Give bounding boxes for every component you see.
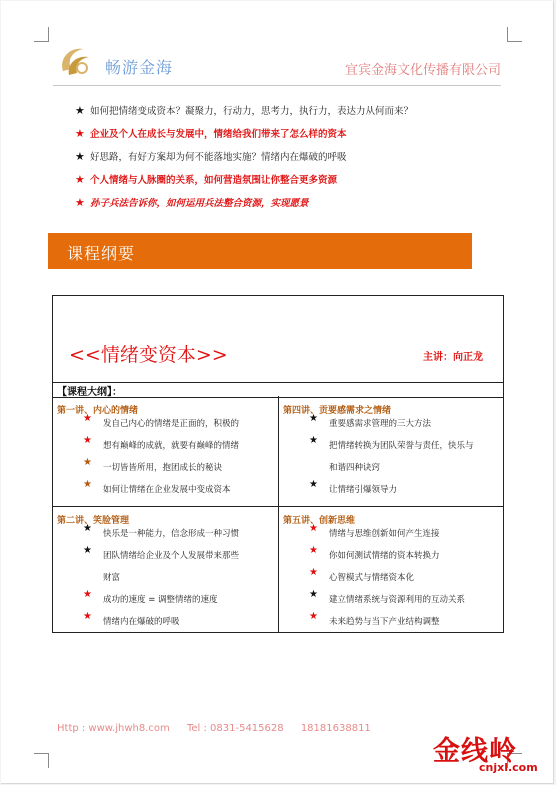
lecture-heading: 第四讲、贡要感需求之情绪 xyxy=(283,406,392,416)
list-item xyxy=(75,128,515,151)
crop-mark-bl xyxy=(34,753,49,768)
company-name: 宜宾金海文化传播有限公司 xyxy=(344,63,501,78)
course-title-row xyxy=(53,296,503,382)
watermark-domain: cnjxl.com xyxy=(479,761,538,774)
star-bullet-icon: ★ xyxy=(309,567,318,578)
star-bullet-icon: ★ xyxy=(75,150,85,163)
list-item xyxy=(75,174,515,197)
lecture-cell-4: 第四讲、贡要感需求之情绪 ★ 重要感需求管理的三大方法 ★ 把情绪转换为团队荣誉与责任，快乐与 和谐四种诀窍 ★ 让情绪引爆领导力 xyxy=(279,397,504,506)
footer-tel: Tel : 0831-5415628 xyxy=(186,723,284,734)
star-bullet-icon: ★ xyxy=(75,127,85,140)
bullet-text: 企业及个人在成长与发展中，情绪给我们带来了怎么样的资本 xyxy=(90,129,347,140)
star-bullet-icon: ★ xyxy=(309,589,318,600)
outline-label: 【课程大纲】： xyxy=(57,387,122,398)
star-bullet-icon: ★ xyxy=(83,435,92,446)
star-bullet-icon: ★ xyxy=(75,104,85,117)
page-footer xyxy=(57,723,385,734)
course-outline-table xyxy=(52,295,504,633)
star-bullet-icon: ★ xyxy=(309,435,318,446)
star-bullet-icon: ★ xyxy=(309,479,318,490)
course-title: <<情绪变资本>> xyxy=(69,344,228,366)
star-bullet-icon: ★ xyxy=(83,545,92,556)
star-bullet-icon: ★ xyxy=(83,457,92,468)
star-bullet-icon: ★ xyxy=(309,413,318,424)
crop-mark-tr xyxy=(507,27,522,42)
lecture-cell-2: 第二讲、笑脸管理 ★ 快乐是一种能力，信念形成一种习惯 ★ 团队情绪给企业及个人发展带来那些 财富 ★ 成功的速度 = 调整情绪的速度 ★ 情绪内在爆破的呼吸 xyxy=(53,507,278,632)
lecturer-name: 主讲：向正龙 xyxy=(423,352,483,363)
list-item xyxy=(75,151,515,174)
page-header xyxy=(53,41,501,86)
watermark-stamp xyxy=(433,729,551,779)
star-bullet-icon: ★ xyxy=(75,196,85,209)
star-bullet-icon: ★ xyxy=(75,173,85,186)
list-item xyxy=(75,105,515,128)
star-bullet-icon: ★ xyxy=(309,523,318,534)
section-title: 课程纲要 xyxy=(67,244,136,263)
lecture-heading: 第一讲、内心的情绪 xyxy=(57,406,139,416)
star-bullet-icon: ★ xyxy=(83,479,92,490)
footer-mobile: 18181638811 xyxy=(300,723,371,734)
document-page xyxy=(1,1,554,784)
crop-mark-tl xyxy=(34,27,49,42)
bullet-text: 如何把情绪变成资本？凝聚力，行动力，思考力，执行力，表达力从何而来？ xyxy=(90,106,414,117)
intro-bullet-list xyxy=(75,105,515,220)
star-bullet-icon: ★ xyxy=(83,523,92,534)
footer-website: Http : www.jhwh8.com xyxy=(57,723,170,734)
star-bullet-icon: ★ xyxy=(83,589,92,600)
lecture-cell-1: 第一讲、内心的情绪 ★ 发自己内心的情绪是正面的，积极的 ★ 想有巅峰的成就，就要有巅峰的情绪 ★ 一切皆皆所用，抱团成长的秘诀 ★ 如何让情绪在企业发展中变成资本 xyxy=(53,397,278,506)
section-banner xyxy=(48,233,472,269)
watermark-logo: 金线岭 xyxy=(433,736,517,767)
star-bullet-icon: ★ xyxy=(309,611,318,622)
bullet-text: 孙子兵法告诉你，如何运用兵法整合资源，实现愿景 xyxy=(90,198,309,209)
brand-name: 畅游金海 xyxy=(105,58,174,77)
list-item xyxy=(75,197,515,220)
bullet-text: 好思路，有好方案却为何不能落地实施？情绪内在爆破的呼吸 xyxy=(90,152,347,163)
star-bullet-icon: ★ xyxy=(83,413,92,424)
lecture-cell-5: 第五讲、创新思维 ★ 情绪与思维创新如何产生连接 ★ 你如何测试情绪的资本转换力 ★ 心智模式与情绪资本化 ★ 建立情绪系统与资源利用的互动关系 ★ 未来趋势与当下产业结构调整 xyxy=(279,507,504,632)
swirl-logo-icon xyxy=(55,41,95,81)
lecture-heading: 第五讲、创新思维 xyxy=(283,516,356,526)
star-bullet-icon: ★ xyxy=(83,611,92,622)
star-bullet-icon: ★ xyxy=(309,545,318,556)
bullet-text: 个人情绪与人脉圈的关系，如何营造氛围让你整合更多资源 xyxy=(90,175,338,186)
lecture-heading: 第二讲、笑脸管理 xyxy=(57,516,130,526)
